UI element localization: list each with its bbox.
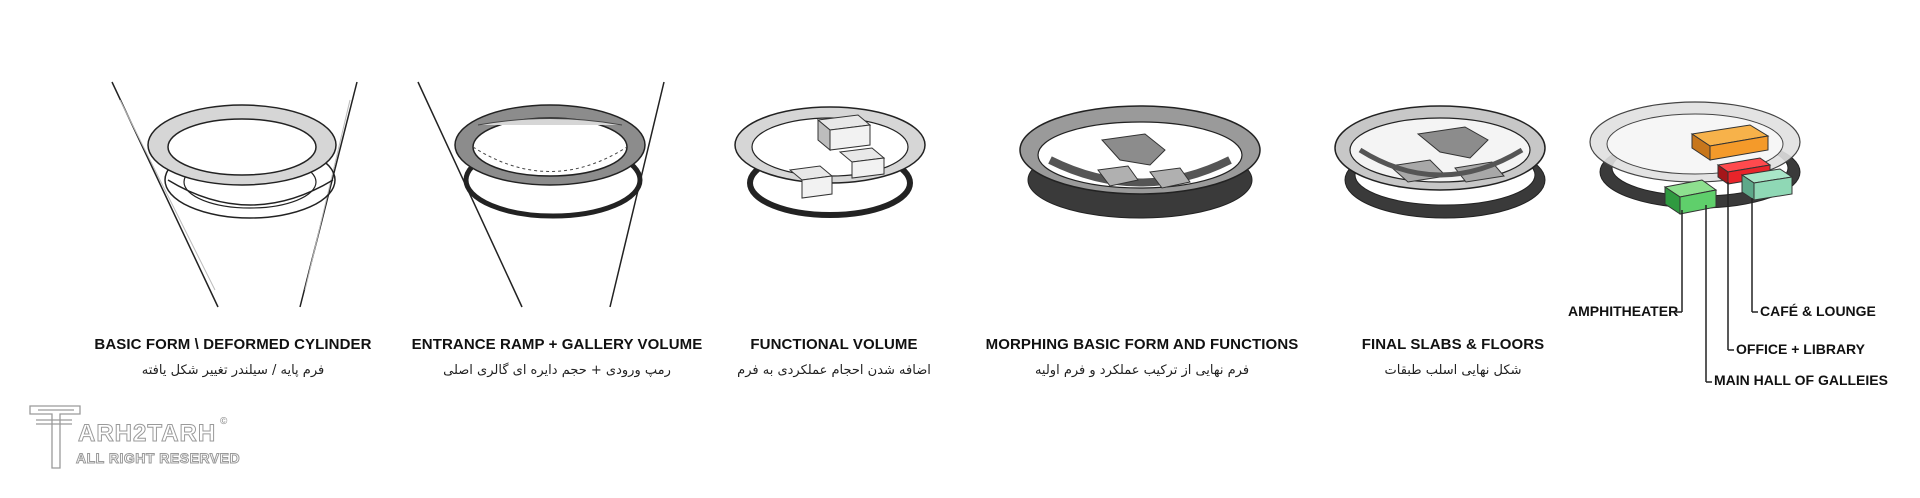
step-5-figure	[1335, 106, 1545, 218]
watermark-name: ARH2TARH	[78, 420, 217, 447]
step-5-title: FINAL SLABS & FLOORS	[1361, 336, 1545, 353]
step-2-figure	[418, 82, 664, 307]
step-4-title: MORPHING BASIC FORM AND FUNCTIONS	[985, 336, 1299, 353]
step-3-figure	[735, 107, 925, 215]
step-1-figure	[112, 82, 357, 307]
step-4-figure	[1020, 106, 1260, 218]
step-1-title: BASIC FORM \ DEFORMED CYLINDER	[94, 336, 372, 353]
step-4-subtitle: فرم نهایی از ترکیب عملکرد و فرم اولیه	[1034, 363, 1250, 378]
step-1-subtitle: فرم پایه / سیلندر تغییر شکل یافته	[141, 363, 325, 378]
step-3-title: FUNCTIONAL VOLUME	[750, 336, 918, 353]
step-3-subtitle: اضافه شدن احجام عملکردی به فرم	[737, 363, 931, 378]
step-2-title: ENTRANCE RAMP + GALLERY VOLUME	[411, 336, 703, 353]
callout-amphitheater: AMPHITHEATER	[1568, 303, 1679, 319]
step-2-subtitle: رمپ ورودی + حجم دایره ای گالری اصلی	[443, 363, 671, 378]
callout-cafe-lounge: CAFÉ & LOUNGE	[1760, 303, 1876, 319]
watermark-rights: ALL RIGHT RESERVED	[76, 450, 241, 466]
watermark-copyright: ©	[220, 416, 228, 427]
callout-main-hall: MAIN HALL OF GALLEIES	[1714, 372, 1888, 388]
callout-office-library: OFFICE + LIBRARY	[1736, 341, 1865, 357]
step-5-subtitle: شکل نهایی اسلب طبقات	[1384, 363, 1522, 378]
watermark-logo	[28, 402, 241, 472]
